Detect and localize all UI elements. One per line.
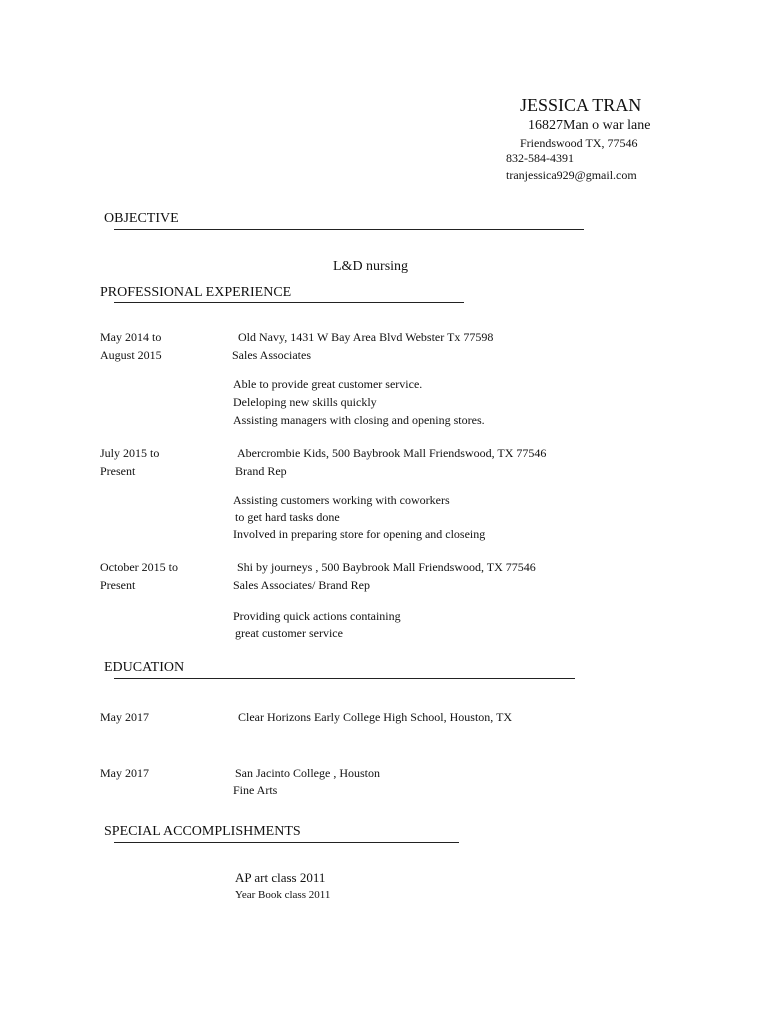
job-date-start: May 2014 to (100, 330, 162, 344)
objective-heading: OBJECTIVE (104, 211, 179, 226)
experience-heading: PROFESSIONAL EXPERIENCE (100, 285, 292, 300)
job-date-end: Present (100, 578, 136, 592)
objective-rule (114, 229, 584, 230)
job-date-end: August 2015 (100, 348, 162, 362)
objective-text: L&D nursing (333, 259, 409, 274)
job-duty: Assisting customers working with coworkers (233, 493, 450, 507)
job-employer: Abercrombie Kids, 500 Baybrook Mall Friendswood, TX 77546 (237, 446, 547, 460)
job-date-end: Present (100, 464, 136, 478)
experience-rule (114, 302, 464, 303)
accomplishment-item: Year Book class 2011 (235, 889, 331, 901)
education-rule (114, 678, 575, 679)
job-title: Sales Associates/ Brand Rep (233, 578, 370, 592)
education-date: May 2017 (100, 766, 149, 780)
job-duty: Able to provide great customer service. (233, 377, 423, 391)
education-date: May 2017 (100, 710, 149, 724)
email-address: tranjessica929@gmail.com (506, 168, 637, 182)
job-title: Brand Rep (235, 464, 287, 478)
job-duty: Deleloping new skills quickly (233, 395, 377, 409)
phone-number: 832-584-4391 (506, 151, 574, 165)
job-employer: Old Navy, 1431 W Bay Area Blvd Webster Tx 77598 (238, 330, 494, 344)
job-title: Sales Associates (232, 348, 311, 362)
education-school: San Jacinto College , Houston (235, 766, 380, 780)
education-school: Clear Horizons Early College High School, Houston, TX (238, 710, 513, 724)
candidate-name: JESSICA TRAN (520, 95, 642, 115)
accomplishments-heading: SPECIAL ACCOMPLISHMENTS (104, 824, 301, 839)
job-duty: Providing quick actions containing (233, 609, 401, 623)
accomplishments-rule (114, 842, 459, 843)
education-detail: Fine Arts (233, 783, 278, 797)
job-duty: Assisting managers with closing and opening stores. (233, 413, 485, 427)
job-employer: Shi by journeys , 500 Baybrook Mall Friendswood, TX 77546 (237, 560, 536, 574)
job-date-start: July 2015 to (100, 446, 160, 460)
education-heading: EDUCATION (104, 660, 185, 675)
accomplishment-item: AP art class 2011 (235, 870, 326, 885)
job-duty: to get hard tasks done (235, 510, 340, 524)
address-line-2: Friendswood TX, 77546 (520, 136, 638, 150)
job-duty: great customer service (235, 626, 343, 640)
job-date-start: October 2015 to (100, 560, 178, 574)
address-line-1: 16827Man o war lane (528, 118, 651, 133)
job-duty: Involved in preparing store for opening and closeing (233, 527, 486, 541)
